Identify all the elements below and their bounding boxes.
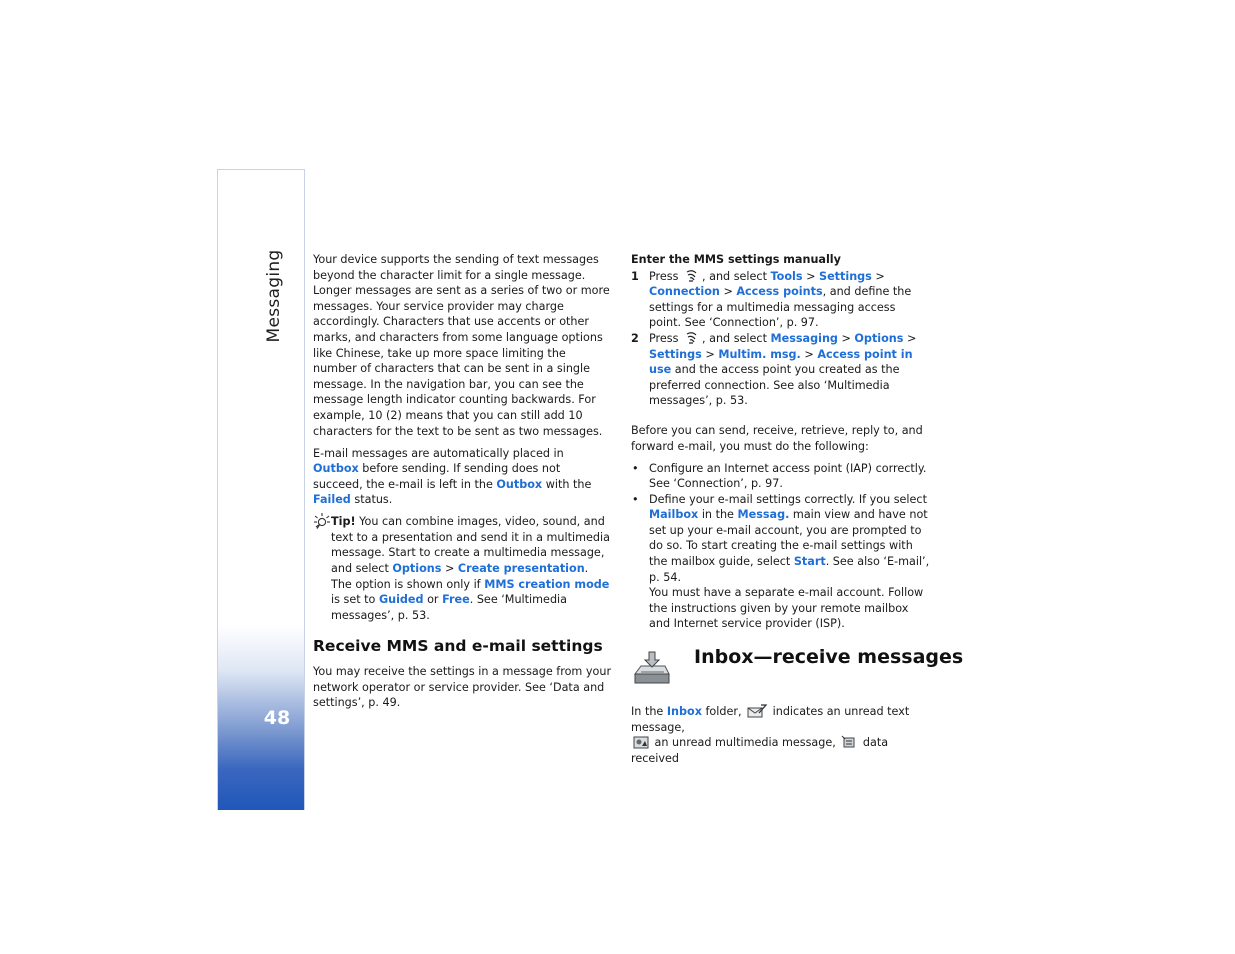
keyword-messag: Messag. bbox=[737, 508, 790, 522]
text: indicates an unread text message, bbox=[631, 705, 910, 734]
text: , and select bbox=[702, 331, 771, 345]
text: , and define the settings for a multimedia messaging access point. See ‘Connection’, p. 97. bbox=[649, 285, 912, 330]
keyword-connection: Connection bbox=[649, 285, 720, 299]
text: > bbox=[871, 269, 885, 283]
text: > bbox=[441, 562, 458, 576]
text: > bbox=[701, 347, 719, 361]
keyword-outbox: Outbox bbox=[313, 462, 359, 476]
text: status. bbox=[350, 493, 393, 507]
text: E-mail messages are automatically placed in bbox=[313, 446, 564, 460]
keyword-settings: Settings bbox=[649, 347, 702, 361]
text: > bbox=[800, 347, 818, 361]
text: data received bbox=[631, 736, 889, 765]
list-item bbox=[631, 492, 931, 632]
step-number: 1 bbox=[631, 269, 639, 283]
paragraph-outbox bbox=[313, 446, 612, 508]
text: You can combine images, video, sound, and text to a presentation and send it in a multimedia message. Start to create a multimedia message, and select bbox=[331, 515, 610, 576]
list-item bbox=[631, 269, 931, 331]
text: in the bbox=[698, 508, 738, 522]
keyword-settings: Settings bbox=[819, 269, 872, 283]
text: Define your e-mail settings correctly. If you select bbox=[649, 492, 927, 506]
paragraph-email-prereq: Before you can send, receive, retrieve, reply to, and forward e-mail, you must do the following: bbox=[631, 423, 923, 453]
text: before sending. If sending does not succeed, the e-mail is left in the bbox=[313, 462, 561, 491]
lightbulb-icon bbox=[313, 512, 331, 530]
keyword-outbox: Outbox bbox=[496, 477, 543, 491]
tip-label: Tip! bbox=[331, 515, 356, 529]
keyword-mailbox: Mailbox bbox=[649, 508, 699, 522]
text: > bbox=[719, 285, 737, 299]
keyword-access-point-in-use: Access point in use bbox=[649, 347, 913, 377]
text: with the bbox=[542, 477, 592, 491]
bullet-dot: • bbox=[632, 492, 639, 506]
left-column bbox=[313, 252, 612, 717]
steps-list bbox=[631, 269, 931, 409]
section-title: Inbox—receive messages bbox=[694, 646, 964, 669]
list-item bbox=[631, 331, 931, 409]
menu-key-icon bbox=[684, 331, 700, 345]
text: In the bbox=[631, 705, 667, 719]
text: main view and have not set up your e-mail account, you are prompted to do so. To start creating the e-mail settings with the mailbox guide, select bbox=[649, 508, 928, 569]
keyword-options: Options bbox=[392, 562, 442, 576]
paragraph-receive-settings: You may receive the settings in a message from your network operator or service provider. See ‘Data and settings’, p. 49. bbox=[313, 665, 612, 710]
text: You must have a separate e-mail account. Follow the instructions given by your remote mailbox and Internet service provider (ISP). bbox=[649, 586, 924, 631]
text: and the access point you created as the preferred connection. See also ‘Multimedia messages’, p. 53. bbox=[649, 363, 900, 408]
keyword-guided: Guided bbox=[378, 593, 424, 607]
keyword-free: Free bbox=[442, 593, 470, 607]
section-subheading: Receive MMS and e-mail settings bbox=[313, 637, 603, 656]
chapter-tab bbox=[217, 169, 305, 810]
text: , and select bbox=[702, 269, 771, 283]
text: > bbox=[903, 331, 917, 345]
data-received-icon bbox=[841, 735, 857, 749]
keyword-options: Options bbox=[854, 331, 904, 345]
page-number: 48 bbox=[263, 707, 291, 729]
chapter-title: Messaging bbox=[264, 249, 284, 343]
keyword-access-points: Access points bbox=[736, 285, 823, 299]
bullet-dot: • bbox=[632, 461, 639, 475]
text: > bbox=[837, 331, 855, 345]
text: . See ‘Multimedia messages’, p. 53. bbox=[331, 593, 568, 622]
paragraph-inbox bbox=[631, 704, 931, 766]
unread-text-message-icon bbox=[747, 704, 767, 718]
menu-key-icon bbox=[684, 269, 700, 283]
text: . See also ‘E-mail’, p. 54. bbox=[649, 555, 930, 584]
text: is set to bbox=[331, 593, 379, 607]
text: > bbox=[802, 269, 820, 283]
paragraph-long-messages: Your device supports the sending of text messages beyond the character limit for a single message. Longer messages are sent as a series of two or more messages. Your service provider may charge accordingly. Characters that use accents or other marks, and characters from some language options like Chinese, take up more space limiting the number of characters that can be sent in a single message. In the navigation bar, you can see the message length indicator counting backwards. For example, 10 (2) means that you can still add 10 characters for the text to be sent as two messages. bbox=[313, 253, 610, 438]
tip-block bbox=[313, 514, 612, 623]
text: . The option is shown only if bbox=[331, 562, 589, 591]
keyword-inbox: Inbox bbox=[666, 705, 702, 719]
keyword-create-presentation: Create presentation bbox=[457, 562, 585, 576]
list-item bbox=[631, 461, 931, 492]
procedure-heading: Enter the MMS settings manually bbox=[631, 253, 841, 266]
section-heading-block bbox=[631, 646, 964, 696]
text: or bbox=[423, 593, 443, 607]
keyword-messaging: Messaging bbox=[770, 331, 838, 345]
right-column bbox=[631, 252, 964, 773]
bullet-list bbox=[631, 461, 931, 633]
keyword-start: Start bbox=[793, 555, 826, 569]
text: Configure an Internet access point (IAP) correctly. See ‘Connection’, p. 97. bbox=[649, 461, 927, 491]
step-number: 2 bbox=[631, 331, 639, 345]
inbox-icon bbox=[631, 650, 671, 688]
text: Press bbox=[649, 269, 682, 283]
text: Press bbox=[649, 331, 682, 345]
keyword-mms-creation-mode: MMS creation mode bbox=[484, 577, 610, 591]
keyword-failed: Failed bbox=[313, 493, 351, 507]
unread-multimedia-message-icon bbox=[633, 735, 649, 749]
keyword-tools: Tools bbox=[770, 269, 803, 283]
text: an unread multimedia message, bbox=[651, 736, 840, 750]
text: folder, bbox=[701, 705, 746, 719]
keyword-multim-msg: Multim. msg. bbox=[718, 347, 801, 361]
